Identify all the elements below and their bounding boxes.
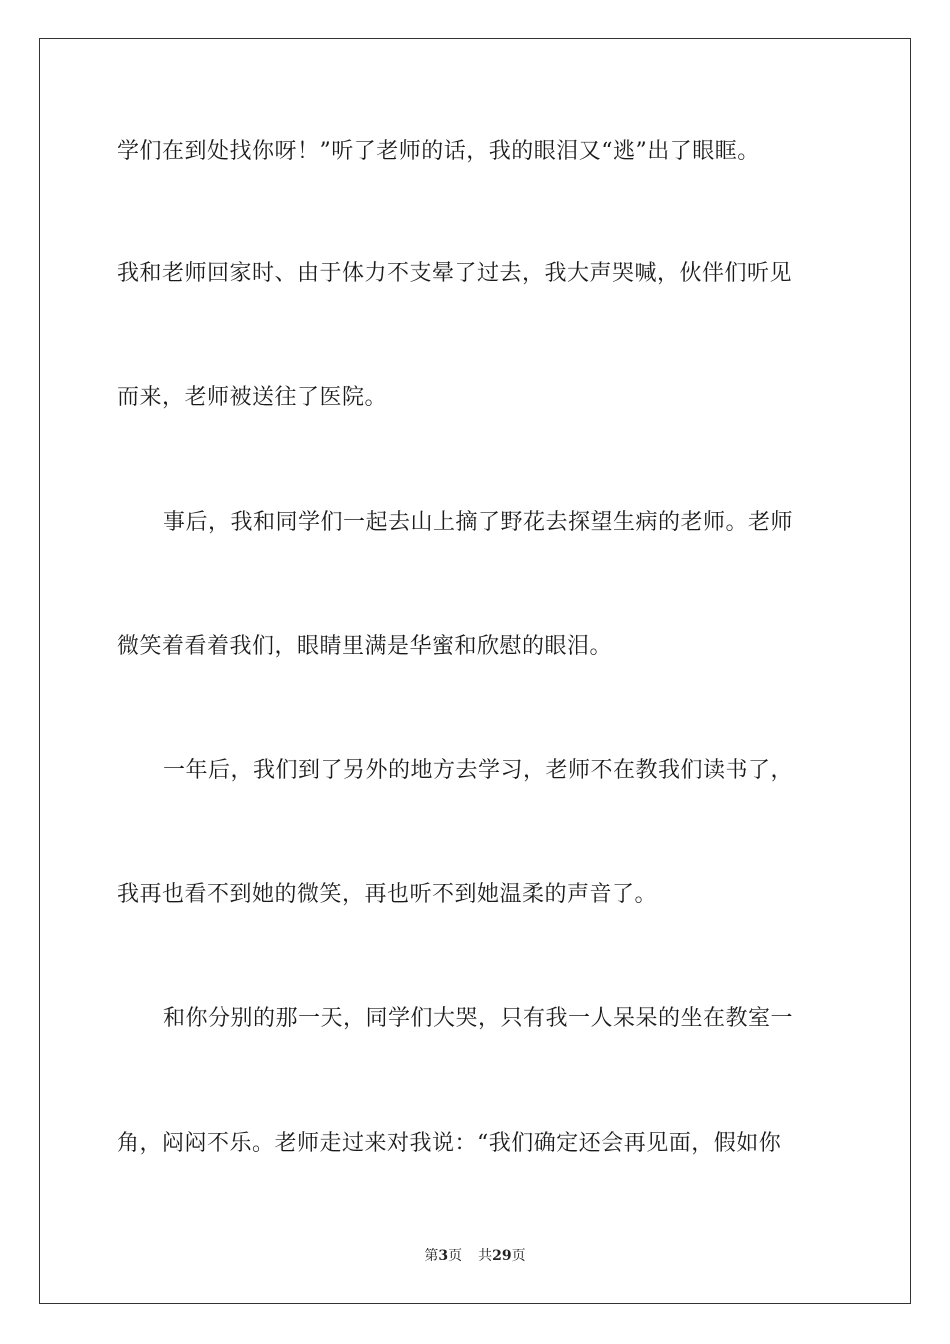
total-prefix: 共 [478, 1248, 493, 1264]
page-footer [0, 1246, 950, 1266]
text-line-6: 一年后，我们到了另外的地方去学习，老师不在教我们读书了， [163, 758, 794, 783]
total-pages: 29 [492, 1248, 512, 1264]
text-line-9: 角，闷闷不乐。老师走过来对我说：“我们确定还会再见面，假如你 [117, 1131, 782, 1156]
page-prefix: 第 [424, 1248, 439, 1264]
page-border [39, 38, 911, 1304]
page-suffix: 页 [448, 1248, 463, 1264]
text-line-5: 微笑着看着我们，眼睛里满是华蜜和欣慰的眼泪。 [117, 634, 613, 659]
text-line-8: 和你分别的那一天，同学们大哭，只有我一人呆呆的坐在教室一 [163, 1006, 794, 1031]
text-line-7: 我再也看不到她的微笑，再也听不到她温柔的声音了。 [117, 882, 658, 907]
text-line-4: 事后，我和同学们一起去山上摘了野花去探望生病的老师。老师 [163, 510, 794, 535]
text-line-3: 而来，老师被送往了医院。 [117, 385, 388, 410]
total-suffix: 页 [511, 1248, 526, 1264]
text-line-2: 我和老师回家时、由于体力不支晕了过去，我大声哭喊，伙伴们听见 [117, 261, 793, 286]
text-line-1: 学们在到处找你呀！”听了老师的话，我的眼泪又“逃”出了眼眶。 [117, 139, 760, 164]
page-number: 3 [438, 1248, 449, 1264]
